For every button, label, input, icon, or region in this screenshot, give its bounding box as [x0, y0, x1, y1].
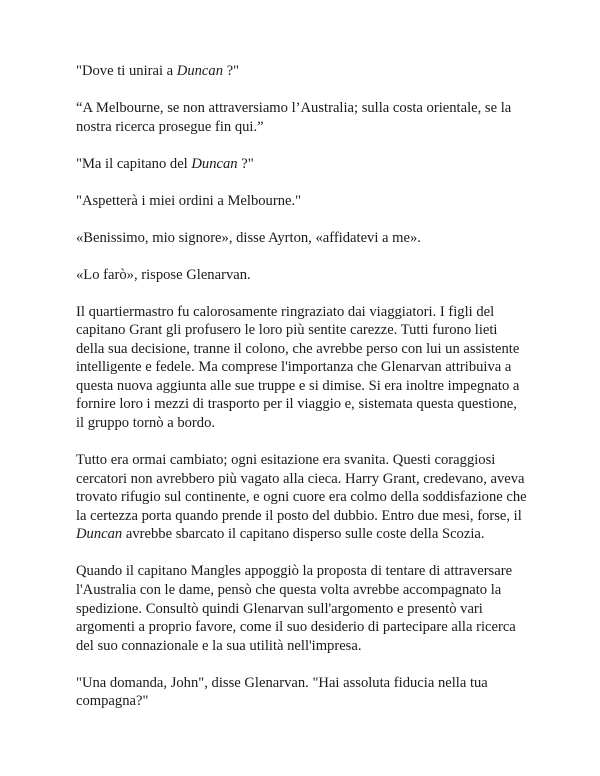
paragraph: “A Melbourne, se non attraversiamo l’Australia; sulla costa orientale, se la nostra ricerca prosegue fin qui.”	[76, 99, 512, 135]
paragraph: Quando il capitano Mangles appoggiò la proposta di tentare di attraversare l'Australia con le dame, pensò che questa volta avrebbe accompagnato la spedizione. Consultò quindi Glenarvan sull'argomento e presentò vari argomenti a proprio favore, come il suo desiderio di partecipare alla ricerca del suo connazionale e la sua utilità nell'impresa.	[76, 563, 516, 654]
paragraph: "Dove ti unirai a Duncan ?"	[76, 63, 240, 79]
italic-text: Duncan	[191, 155, 238, 172]
paragraph: "Aspetterà i miei ordini a Melbourne."	[76, 192, 302, 209]
italic-text: Duncan	[76, 526, 123, 543]
italic-text: Duncan	[176, 63, 224, 79]
paragraph: "Una domanda, John", disse Glenarvan. "Hai assoluta fiducia nella tua compagna?"	[76, 674, 488, 710]
paragraph: "Ma il capitano del Duncan ?"	[76, 155, 254, 172]
paragraph: Tutto era ormai cambiato; ogni esitazione era svanita. Questi coraggiosi cercatori non avrebbero più vagato alla cieca. Harry Grant, credevano, aveva trovato rifugio sul continente, e ogni cuore era colmo della soddisfazione che la certezza porta quando prende il posto del dubbio. Entro due mesi, forse, il Duncan avrebbe sbarcato il capitano disperso sulle coste della Scozia.	[76, 452, 527, 543]
paragraph: «Lo farò», rispose Glenarvan.	[76, 266, 251, 283]
paragraph: «Benissimo, mio signore», disse Ayrton, «affidatevi a me».	[76, 229, 421, 246]
body-text	[76, 62, 528, 729]
paragraph: Il quartiermastro fu calorosamente ringraziato dai viaggiatori. I figli del capitano Grant gli profusero le loro più sentite carezze. Tutti furono lieti della sua decisione, tranne il colono, che avrebbe perso con lui un assistente intelligente e fedele. Ma comprese l'importanza che Glenarvan attribuiva a questa nuova aggiunta alle sue truppe e si dimise. Si era inoltre impegnato a fornire loro i mezzi di trasporto per il viaggio e, sistemata questa questione, il gruppo tornò a bordo.	[76, 303, 520, 432]
